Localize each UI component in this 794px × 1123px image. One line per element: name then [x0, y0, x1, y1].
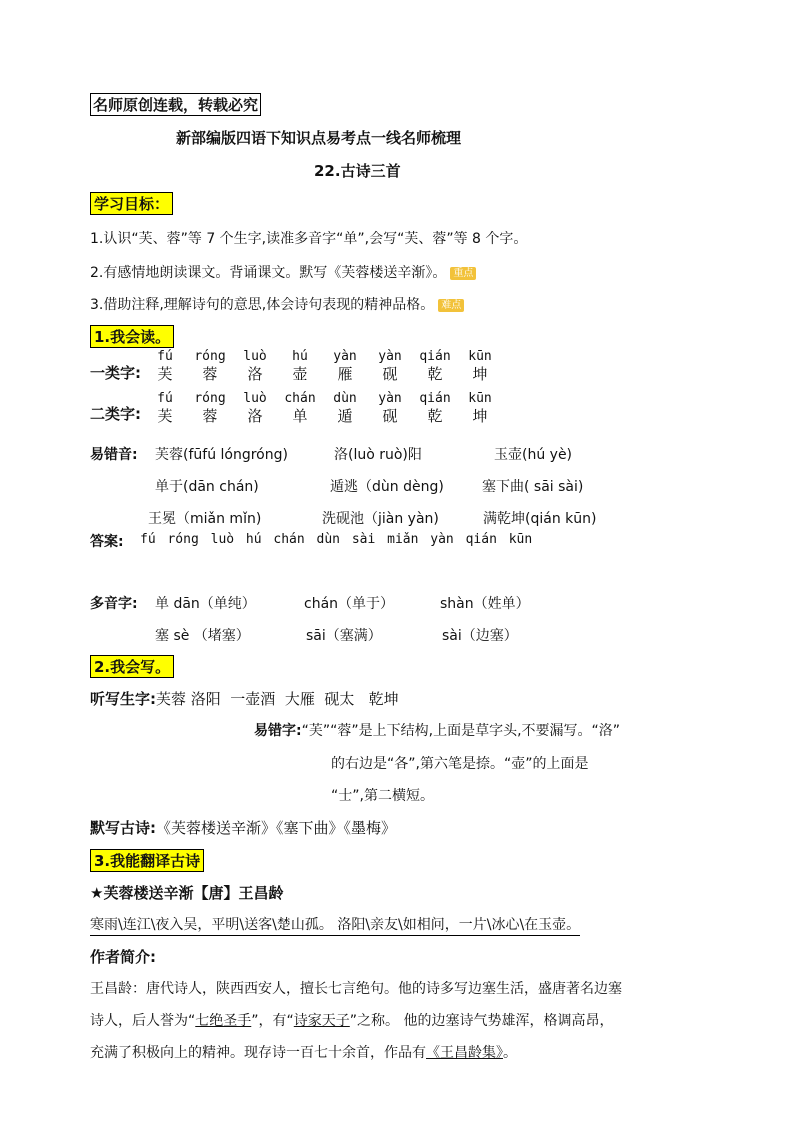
easy-label: 易错字: — [254, 723, 302, 739]
error-item: 王冕（miǎn mǐn) — [148, 511, 262, 527]
poem-title: ★芙蓉楼送辛渐【唐】王昌龄 — [90, 884, 284, 902]
bio-text: 诗人，后人誉为“ — [90, 1013, 196, 1029]
row1-chars — [145, 349, 505, 389]
pinyin: kūn — [468, 349, 492, 364]
pinyin: dùn — [333, 391, 357, 406]
polyphone-item: sāi（塞满） — [306, 628, 382, 644]
pinyin: chán — [284, 391, 316, 406]
goal-item-2-text: 2.有感情地朗读课文。背诵课文。默写《芙蓉楼送辛渐》。 — [90, 265, 447, 281]
error-item: 玉壶(hú yè) — [494, 447, 573, 463]
pinyin: luò — [243, 349, 267, 364]
hanzi: 雁 — [337, 365, 353, 383]
hanzi: 芙 — [157, 365, 173, 383]
goal-item-1: 1.认识“芙、蓉”等 7 个生字,读准多音字“单”,会写“芙、蓉”等 8 个字。 — [90, 231, 528, 247]
polyphone-label: 多音字: — [90, 596, 138, 612]
easy-line-1: “芙”“蓉”是上下结构,上面是草字头,不要漏写。“洛” — [301, 723, 621, 739]
answer-label: 答案: — [90, 534, 124, 550]
error-item: 单于(dān chán) — [155, 479, 259, 495]
key-point-tag: 重点 — [450, 267, 476, 280]
author-label: 作者简介: — [90, 948, 156, 966]
hanzi: 洛 — [247, 407, 263, 425]
error-item: 芙蓉(fūfú lóngróng) — [155, 447, 288, 463]
bio-line-2 — [90, 1010, 613, 1030]
lesson-title: 22.古诗三首 — [314, 162, 401, 180]
pinyin: róng — [194, 349, 226, 364]
bio-text: ”，有“ — [251, 1013, 294, 1029]
write-heading: 2.我会写。 — [90, 655, 174, 678]
bio-text: 。 — [503, 1045, 517, 1061]
pinyin: yàn — [378, 349, 402, 364]
bio-highlight: 诗家天子 — [293, 1013, 350, 1029]
goal-item-3-text: 3.借助注释,理解诗句的意思,体会诗句表现的精神品格。 — [90, 297, 435, 313]
poem-list: 《芙蓉楼送辛渐》《塞下曲》《墨梅》 — [156, 819, 397, 837]
difficult-point-tag: 难点 — [438, 299, 464, 312]
easy-line-2: 的右边是“各”,第六笔是捺。“壶”的上面是 — [331, 756, 589, 772]
bio-line-1: 王昌龄：唐代诗人，陕西西安人，擅长七言绝句。他的诗多写边塞生活，盛唐著名边塞 — [90, 981, 622, 997]
pinyin: fú — [157, 391, 173, 406]
pinyin: hú — [292, 349, 308, 364]
hanzi: 砚 — [382, 407, 398, 425]
hanzi: 坤 — [472, 407, 488, 425]
pinyin: yàn — [378, 391, 402, 406]
bio-highlight: 七绝圣手 — [195, 1013, 252, 1029]
hanzi: 蓉 — [202, 407, 218, 425]
hanzi: 乾 — [427, 407, 443, 425]
bio-text: ”之称。 他的边塞诗气势雄浑，格调高昂， — [349, 1013, 614, 1029]
hanzi: 壶 — [292, 365, 308, 383]
easy-row-1 — [254, 720, 620, 740]
pinyin: kūn — [468, 391, 492, 406]
poem-line: 寒雨\连江\夜入吴，平明\送客\楚山孤。 洛阳\亲友\如相问，一片\冰心\在玉壶。 — [90, 914, 580, 936]
pinyin: qián — [419, 391, 451, 406]
bio-highlight: 《王昌龄集》 — [426, 1045, 503, 1061]
hanzi: 蓉 — [202, 365, 218, 383]
error-item: 遁逃（dùn dèng) — [330, 479, 444, 495]
goal-item-2 — [90, 262, 476, 282]
hanzi: 砚 — [382, 365, 398, 383]
easy-line-3: “士”,第二横短。 — [331, 788, 434, 804]
hanzi: 芙 — [157, 407, 173, 425]
polyphone-item: shàn（姓单） — [440, 596, 530, 612]
bio-text: 充满了积极向上的精神。现存诗一百七十余首，作品有 — [90, 1045, 426, 1061]
translate-heading: 3.我能翻译古诗 — [90, 849, 204, 872]
pinyin: qián — [419, 349, 451, 364]
read-heading: 1.我会读。 — [90, 325, 174, 348]
hanzi: 遁 — [337, 407, 353, 425]
pinyin: luò — [243, 391, 267, 406]
answer-text: fú róng luò hú chán dùn sài miǎn yàn qián kūn — [140, 532, 533, 547]
polyphone-item: 单 dān（单纯） — [155, 596, 256, 612]
pinyin: fú — [157, 349, 173, 364]
poem-row — [90, 817, 396, 838]
goal-item-3 — [90, 294, 464, 314]
hanzi: 洛 — [247, 365, 263, 383]
row1-label: 一类字: — [90, 364, 141, 382]
error-label: 易错音: — [90, 447, 138, 463]
hanzi: 坤 — [472, 365, 488, 383]
error-item: 塞下曲( sāi sài) — [482, 479, 584, 495]
error-item: 满乾坤(qián kūn) — [483, 511, 597, 527]
hanzi: 单 — [292, 407, 308, 425]
row2-chars — [145, 391, 505, 431]
pinyin: róng — [194, 391, 226, 406]
poem-label: 默写古诗: — [90, 819, 156, 837]
goals-heading: 学习目标： — [90, 192, 173, 215]
hanzi: 乾 — [427, 365, 443, 383]
document-title: 新部编版四语下知识点易考点一线名师梳理 — [176, 129, 462, 147]
polyphone-item: chán（单于） — [304, 596, 395, 612]
row2-label: 二类字: — [90, 405, 141, 423]
dictation-label: 听写生字: — [90, 690, 156, 708]
error-item: 洛(luò ruò)阳 — [334, 447, 422, 463]
bio-line-3 — [90, 1042, 517, 1062]
polyphone-item: 塞 sè （堵塞） — [155, 628, 250, 644]
copyright-notice: 名师原创连载，转载必究 — [90, 93, 261, 116]
pinyin: yàn — [333, 349, 357, 364]
error-item: 洗砚池（jiàn yàn) — [322, 511, 439, 527]
polyphone-item: sài（边塞） — [442, 628, 518, 644]
dictation-words: 芙蓉 洛阳 一壶酒 大雁 砚太 乾坤 — [156, 690, 399, 708]
dictation-row — [90, 688, 399, 709]
